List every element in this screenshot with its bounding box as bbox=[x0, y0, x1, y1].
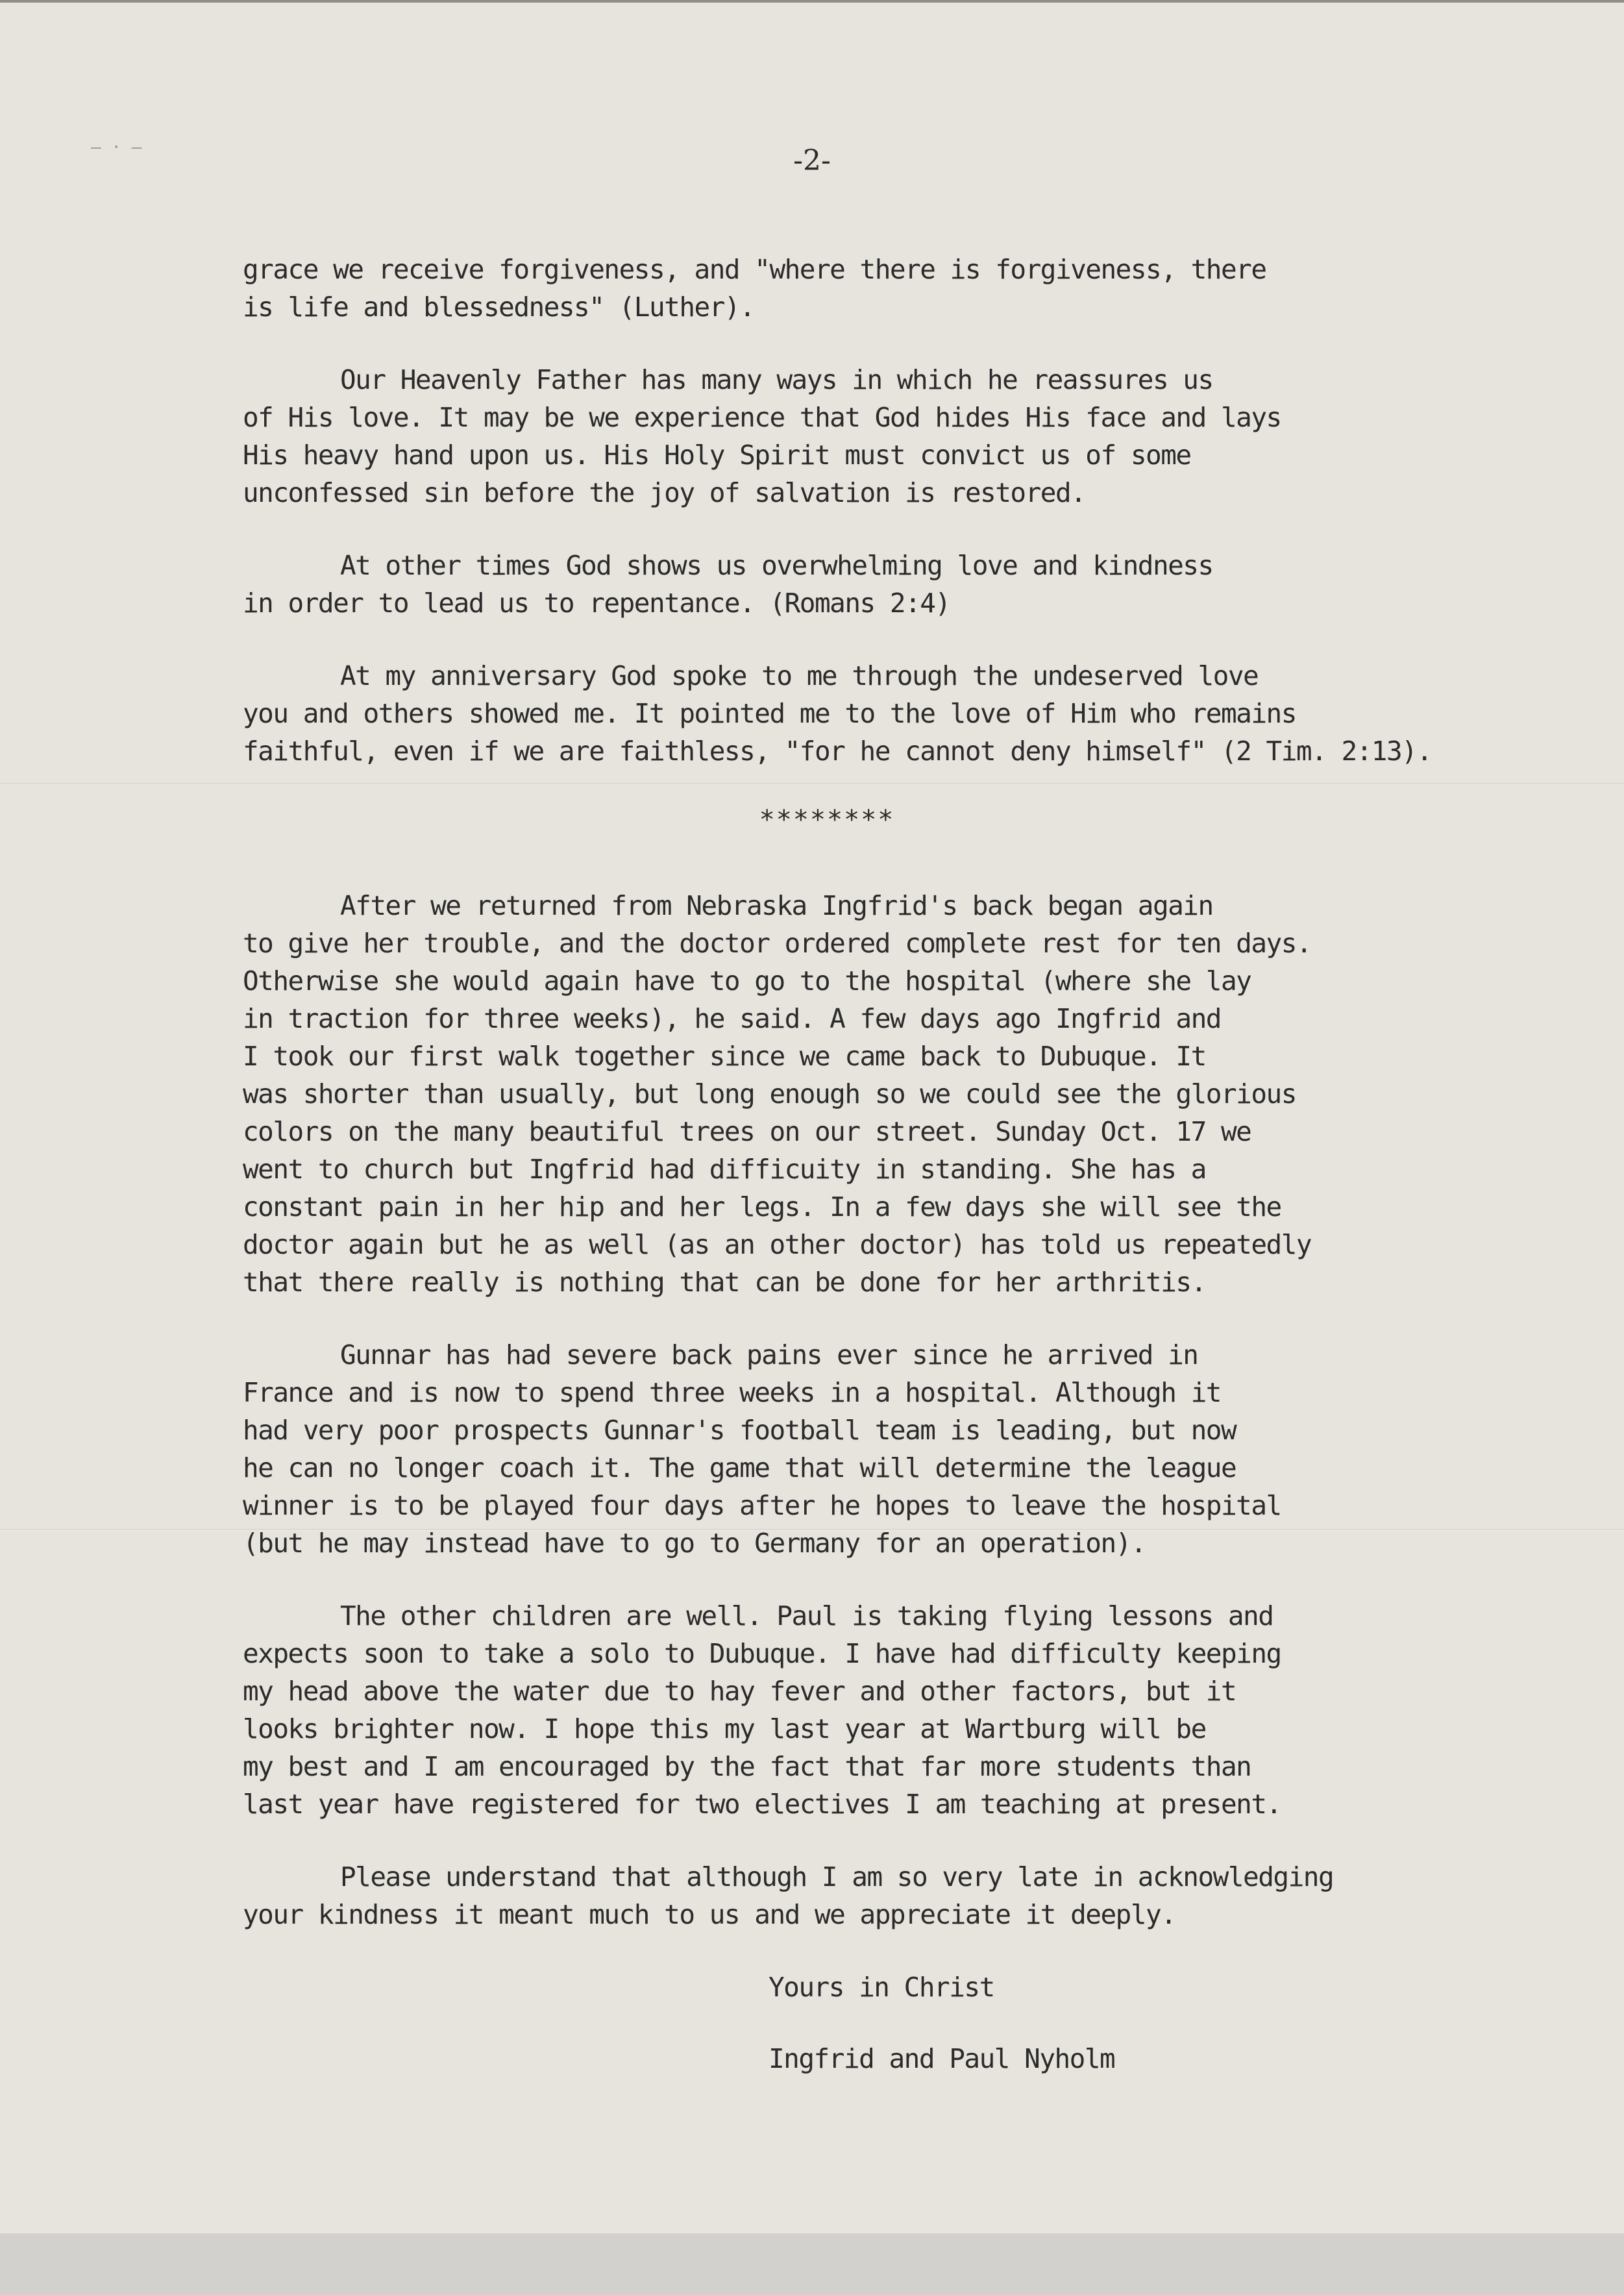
paragraph-4 bbox=[243, 657, 1515, 770]
text-line: colors on the many beautiful trees on our street. Sunday Oct. 17 we bbox=[243, 1116, 1251, 1147]
text-line: At my anniversary God spoke to me through the undeserved love bbox=[340, 660, 1259, 691]
scan-bottom-band bbox=[0, 2233, 1624, 2295]
text-line: to give her trouble, and the doctor ordered complete rest for ten days. bbox=[243, 928, 1312, 959]
text-line: your kindness it meant much to us and we appreciate it deeply. bbox=[243, 1899, 1176, 1930]
text-line: grace we receive forgiveness, and "where there is forgiveness, there bbox=[243, 254, 1266, 285]
text-line: unconfessed sin before the joy of salvation is restored. bbox=[243, 477, 1086, 508]
text-line: you and others showed me. It pointed me to the love of Him who remains bbox=[243, 698, 1296, 729]
text-line: The other children are well. Paul is taking flying lessons and bbox=[340, 1600, 1273, 1631]
paragraph-7 bbox=[243, 1597, 1515, 1823]
text-line: His heavy hand upon us. His Holy Spirit must convict us of some bbox=[243, 440, 1191, 471]
paragraph-2 bbox=[243, 361, 1515, 512]
scan-top-edge bbox=[0, 0, 1624, 3]
text-line: (but he may instead have to go to Germany for an operation). bbox=[243, 1528, 1146, 1559]
text-line: winner is to be played four days after he hopes to leave the hospital bbox=[243, 1490, 1281, 1521]
text-line: At other times God shows us overwhelming love and kindness bbox=[340, 550, 1213, 581]
text-line: Please understand that although I am so very late in acknowledging bbox=[340, 1861, 1334, 1892]
text-line: doctor again but he as well (as an other doctor) has told us repeatedly bbox=[243, 1229, 1312, 1260]
text-line: had very poor prospects Gunnar's football team is leading, but now bbox=[243, 1415, 1236, 1446]
text-line: Our Heavenly Father has many ways in which he reassures us bbox=[340, 364, 1213, 395]
paragraph-8 bbox=[243, 1858, 1515, 1933]
text-line: my best and I am encouraged by the fact that far more students than bbox=[243, 1751, 1251, 1782]
text-line: faithful, even if we are faithless, "for he cannot deny himself" (2 Tim. 2:13). bbox=[243, 736, 1432, 767]
text-line: expects soon to take a solo to Dubuque. I have had difficulty keeping bbox=[243, 1638, 1281, 1669]
letter-closing bbox=[769, 1968, 1515, 2078]
text-line: After we returned from Nebraska Ingfrid's back began again bbox=[340, 890, 1213, 921]
signature: Ingfrid and Paul Nyholm bbox=[769, 2043, 1115, 2074]
section-separator: ******** bbox=[759, 805, 895, 835]
text-line: that there really is nothing that can be done for her arthritis. bbox=[243, 1267, 1206, 1298]
text-line: constant pain in her hip and her legs. In a few days she will see the bbox=[243, 1191, 1281, 1222]
text-line: last year have registered for two electives I am teaching at present. bbox=[243, 1789, 1281, 1820]
text-line: my head above the water due to hay fever and other factors, but it bbox=[243, 1676, 1236, 1707]
closing-salutation: Yours in Christ bbox=[769, 1972, 994, 2003]
text-line: of His love. It may be we experience that God hides His face and lays bbox=[243, 402, 1281, 433]
text-line: looks brighter now. I hope this my last year at Wartburg will be bbox=[243, 1713, 1206, 1744]
paragraph-5 bbox=[243, 887, 1515, 1301]
text-line: he can no longer coach it. The game that will determine the league bbox=[243, 1452, 1236, 1483]
paragraph-1 bbox=[243, 251, 1515, 326]
text-line: in traction for three weeks), he said. A few days ago Ingfrid and bbox=[243, 1003, 1221, 1034]
text-line: was shorter than usually, but long enough so we could see the glorious bbox=[243, 1078, 1296, 1110]
text-line: Otherwise she would again have to go to the hospital (where she lay bbox=[243, 965, 1251, 997]
text-line: Gunnar has had severe back pains ever since he arrived in bbox=[340, 1339, 1198, 1371]
page-number: -2- bbox=[793, 144, 831, 177]
text-line: in order to lead us to repentance. (Romans 2:4) bbox=[243, 588, 950, 619]
corner-mark: – · – bbox=[91, 138, 142, 157]
text-line: is life and blessedness" (Luther). bbox=[243, 292, 755, 323]
text-line: I took our first walk together since we came back to Dubuque. It bbox=[243, 1041, 1206, 1072]
letter-body bbox=[243, 251, 1515, 2111]
text-line: went to church but Ingfrid had difficuity in standing. She has a bbox=[243, 1154, 1206, 1185]
paragraph-3 bbox=[243, 547, 1515, 622]
text-line: France and is now to spend three weeks in a hospital. Although it bbox=[243, 1377, 1221, 1408]
paragraph-6 bbox=[243, 1336, 1515, 1562]
